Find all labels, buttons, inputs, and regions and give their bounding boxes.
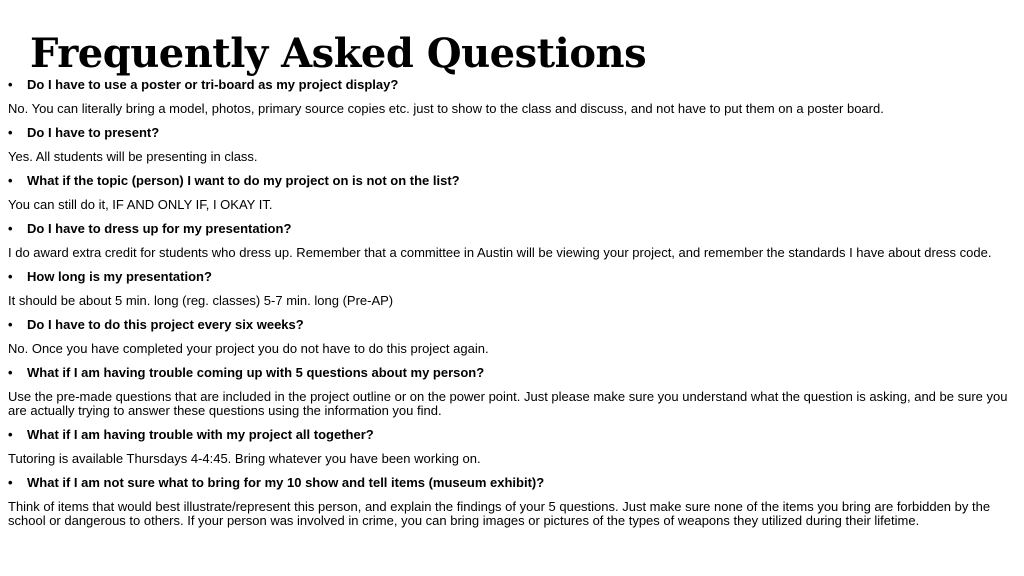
faq-question xyxy=(8,174,1018,188)
faq-answer: No. Once you have completed your project you do not have to do this project again. xyxy=(8,341,489,356)
bullet-icon: • xyxy=(8,427,13,442)
faq-question xyxy=(8,366,1018,380)
bullet-icon: • xyxy=(8,173,13,188)
faq-answer: Yes. All students will be presenting in class. xyxy=(8,149,258,164)
faq-question xyxy=(8,270,1018,284)
faq-question xyxy=(8,78,1018,92)
faq-answer: I do award extra credit for students who dress up. Remember that a committee in Austin will be viewing your project, and remember the standards I have about dress code. xyxy=(8,245,992,260)
bullet-icon: • xyxy=(8,269,13,284)
faq-question xyxy=(8,126,1018,140)
faq-question xyxy=(8,318,1018,332)
bullet-icon: • xyxy=(8,77,13,92)
faq-question-text: Do I have to do this project every six weeks? xyxy=(27,317,304,332)
faq-answer: Tutoring is available Thursdays 4-4:45. Bring whatever you have been working on. xyxy=(8,451,481,466)
faq-answer: Use the pre-made questions that are included in the project outline or on the power point. Just please make sure you understand what the question is asking, and be sure you are actually trying to answer these questions using the information you find. xyxy=(8,389,1008,418)
faq-question-text: What if I am having trouble with my project all together? xyxy=(27,427,374,442)
faq-question-text: Do I have to dress up for my presentation? xyxy=(27,221,292,236)
bullet-icon: • xyxy=(8,125,13,140)
faq-question xyxy=(8,476,1018,490)
faq-question-text: What if the topic (person) I want to do my project on is not on the list? xyxy=(27,173,460,188)
faq-answer: You can still do it, IF AND ONLY IF, I OKAY IT. xyxy=(8,197,273,212)
bullet-icon: • xyxy=(8,317,13,332)
bullet-icon: • xyxy=(8,221,13,236)
faq-question-text: Do I have to use a poster or tri-board as my project display? xyxy=(27,77,399,92)
faq-question-text: What if I am not sure what to bring for my 10 show and tell items (museum exhibit)? xyxy=(27,475,545,490)
faq-question xyxy=(8,428,1018,442)
faq-answer: Think of items that would best illustrate/represent this person, and explain the findings of your 5 questions. Just make sure none of the items you bring are forbidden by the school or dangerous to others. If your person was involved in crime, you can bring images or pictures of the types of weapons they utilized during their lifetime. xyxy=(8,499,991,528)
faq-list xyxy=(8,76,1018,528)
faq-answer: No. You can literally bring a model, photos, primary source copies etc. just to show to the class and discuss, and not have to put them on a poster board. xyxy=(8,101,884,116)
faq-question-text: What if I am having trouble coming up with 5 questions about my person? xyxy=(27,365,485,380)
faq-question-text: Do I have to present? xyxy=(27,125,160,140)
faq-answer: It should be about 5 min. long (reg. classes) 5-7 min. long (Pre-AP) xyxy=(8,293,394,308)
bullet-icon: • xyxy=(8,475,13,490)
bullet-icon: • xyxy=(8,365,13,380)
page-title: Frequently Asked Questions xyxy=(30,30,647,77)
faq-question xyxy=(8,222,1018,236)
faq-question-text: How long is my presentation? xyxy=(27,269,212,284)
